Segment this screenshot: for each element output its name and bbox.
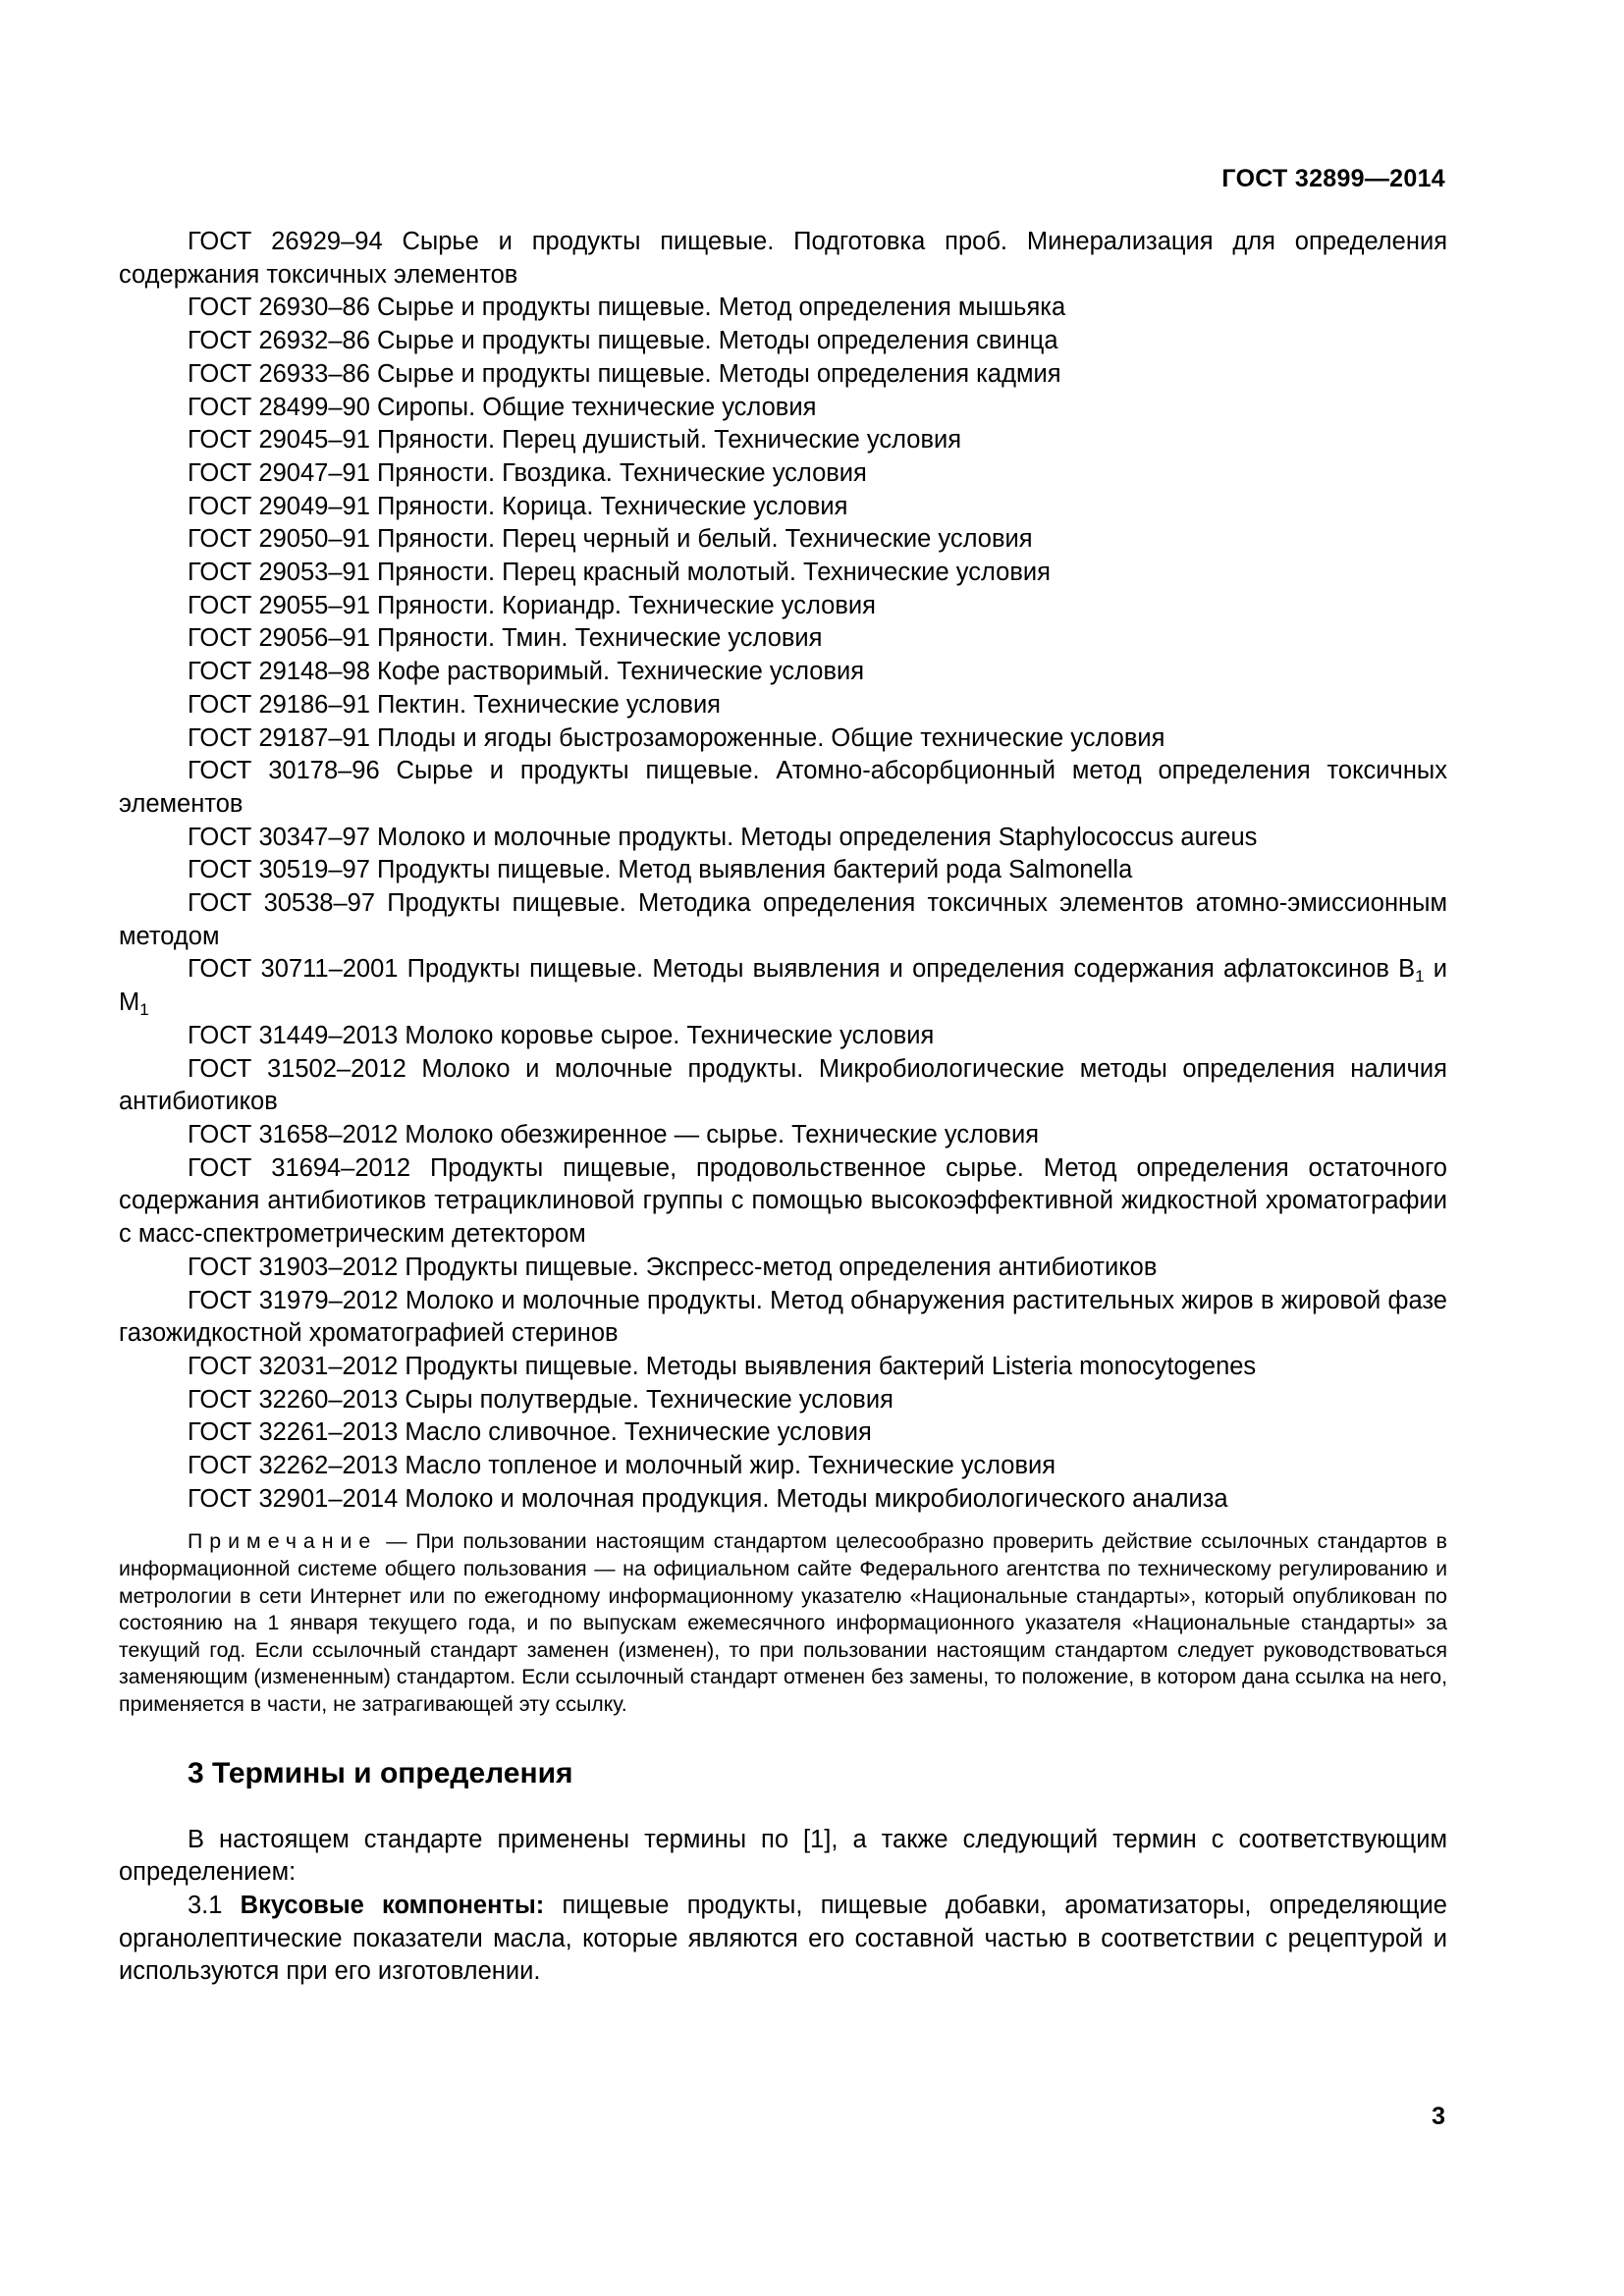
reference-item: ГОСТ 32262–2013 Масло топленое и молочный жир. Технические условия xyxy=(188,1452,1056,1480)
reference-text: ГОСТ 30711–2001 Продукты пищевые. Методы выявления и определения содержания афлатоксинов В xyxy=(188,955,1416,984)
reference-item: ГОСТ 31694–2012 Продукты пищевые, продовольственное сырье. Метод определения остаточного содержания антибиотиков тетрациклиновой группы с помощью высокоэффективной жидкостной хроматографии с масс-спектрометрическим детектором xyxy=(119,1153,1447,1249)
note-paragraph xyxy=(119,1528,1447,1718)
reference-item: ГОСТ 29056–91 Пряности. Тмин. Технические условия xyxy=(188,624,823,653)
reference-text: и М xyxy=(119,955,1447,1017)
reference-item: ГОСТ 30519–97 Продукты пищевые. Метод выявления бактерий рода Salmonella xyxy=(188,856,1133,884)
document-header: ГОСТ 32899—2014 xyxy=(1221,165,1445,192)
reference-item: ГОСТ 26930–86 Сырье и продукты пищевые. Метод определения мышьяка xyxy=(188,294,1066,322)
normative-references-list xyxy=(119,226,1447,1516)
reference-item: ГОСТ 32261–2013 Масло сливочное. Технические условия xyxy=(188,1418,872,1447)
reference-item: ГОСТ 26929–94 Сырье и продукты пищевые. Подготовка проб. Минерализация для определения содержания токсичных элементов xyxy=(119,228,1447,289)
reference-item: ГОСТ 31658–2012 Молоко обезжиренное — сырье. Технические условия xyxy=(188,1120,1040,1148)
term-name: Вкусовые компоненты: xyxy=(240,1891,545,1919)
term-definition xyxy=(119,1890,1447,1989)
subscript: 1 xyxy=(139,1000,149,1020)
reference-item: ГОСТ 29187–91 Плоды и ягоды быстрозамороженные. Общие технические условия xyxy=(188,723,1165,752)
reference-item: ГОСТ 30178–96 Сырье и продукты пищевые. Атомно-абсорбционный метод определения токсичных элементов xyxy=(119,757,1447,818)
reference-item: ГОСТ 31502–2012 Молоко и молочные продукты. Микробиологические методы определения наличия антибиотиков xyxy=(119,1054,1447,1116)
reference-item: ГОСТ 31449–2013 Молоко коровье сырое. Технические условия xyxy=(188,1021,935,1049)
reference-item: ГОСТ 26932–86 Сырье и продукты пищевые. Методы определения свинца xyxy=(188,327,1058,355)
reference-item: ГОСТ 32031–2012 Продукты пищевые. Методы выявления бактерий Listeria monocytogenes xyxy=(188,1352,1257,1380)
reference-item: ГОСТ 29053–91 Пряности. Перец красный молотый. Технические условия xyxy=(188,559,1051,587)
reference-item: ГОСТ 32260–2013 Сыры полутвердые. Технические условия xyxy=(188,1385,893,1414)
subscript: 1 xyxy=(1415,967,1425,987)
section-title: 3 Термины и определения xyxy=(188,1756,573,1789)
note-text: — При пользовании настоящим стандартом целесообразно проверить действие ссылочных стандартов в информационной системе общего пользования — на официальном сайте Федерального агентства по техническому регулированию и метрологии в сети Интернет или по ежегодному информационному указателю «Национальные стандарты», который опубликован по состоянию на 1 января текущего года, и по выпускам ежемесячного информационного указателя «Национальные стандарты» за текущий год. Если ссылочный стандарт заменен (изменен), то при пользовании настоящим стандартом следует руководствоваться заменяющим (измененным) стандартом. Если ссылочный стандарт отменен без замены, то положение, в котором дана ссылка на него, применяется в части, не затрагивающей эту ссылку. xyxy=(119,1529,1447,1716)
reference-item: ГОСТ 26933–86 Сырье и продукты пищевые. Методы определения кадмия xyxy=(188,359,1061,388)
reference-item-aflatoxin xyxy=(119,953,1447,1019)
reference-item: ГОСТ 29047–91 Пряности. Гвоздика. Технические условия xyxy=(188,458,867,487)
reference-item: ГОСТ 30347–97 Молоко и молочные продукты. Методы определения Staphylococcus aureus xyxy=(188,823,1258,851)
note-label: Примечание xyxy=(188,1529,378,1554)
term-definition-text: пищевые продукты, пищевые добавки, ароматизаторы, определяющие органолептические показатели масла, которые являются его составной частью в соответствии с рецептурой и используются при его изготовлении. xyxy=(119,1891,1447,1986)
reference-item: ГОСТ 29050–91 Пряности. Перец черный и белый. Технические условия xyxy=(188,525,1033,554)
reference-item: ГОСТ 29049–91 Пряности. Корица. Технические условия xyxy=(188,492,848,520)
page-number: 3 xyxy=(1432,2103,1445,2130)
section-intro: В настоящем стандарте применены термины по [1], а также следующий термин с соответствующим определением: xyxy=(119,1825,1447,1887)
reference-item: ГОСТ 31979–2012 Молоко и молочные продукты. Метод обнаружения растительных жиров в жировой фазе газожидкостной хроматографией стеринов xyxy=(119,1286,1447,1348)
reference-item: ГОСТ 29045–91 Пряности. Перец душистый. Технические условия xyxy=(188,426,962,454)
reference-item: ГОСТ 30538–97 Продукты пищевые. Методика определения токсичных элементов атомно-эмиссионным методом xyxy=(119,889,1447,950)
page-content xyxy=(119,226,1447,1989)
reference-item: ГОСТ 32901–2014 Молоко и молочная продукция. Методы микробиологического анализа xyxy=(188,1484,1228,1513)
reference-item: ГОСТ 29186–91 Пектин. Технические условия xyxy=(188,690,721,719)
reference-item: ГОСТ 29055–91 Пряности. Кориандр. Технические условия xyxy=(188,591,876,619)
reference-item: ГОСТ 29148–98 Кофе растворимый. Технические условия xyxy=(188,658,865,686)
reference-item: ГОСТ 31903–2012 Продукты пищевые. Экспресс-метод определения антибиотиков xyxy=(188,1253,1158,1281)
term-number: 3.1 xyxy=(188,1891,241,1919)
reference-item: ГОСТ 28499–90 Сиропы. Общие технические условия xyxy=(188,393,817,421)
